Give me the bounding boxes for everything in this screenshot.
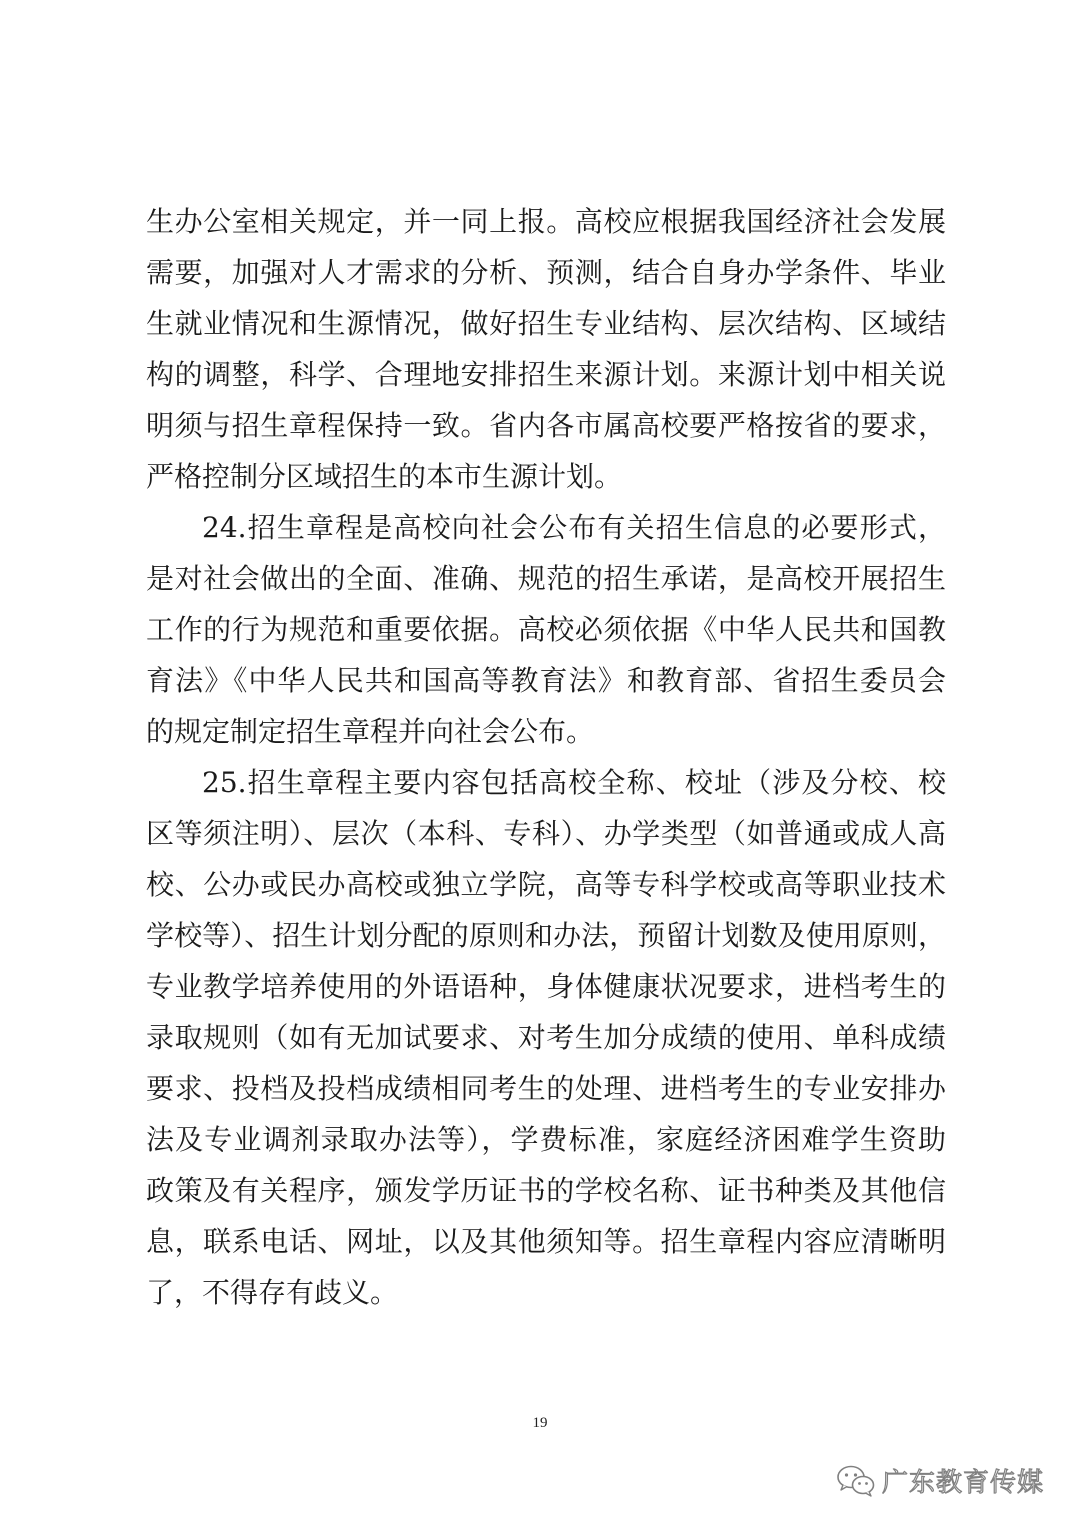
text-line: 校、公办或民办高校或独立学院，高等专科学校或高等职业技术 (146, 868, 946, 901)
text-line: 需要，加强对人才需求的分析、预测，结合自身办学条件、毕业 (146, 256, 946, 289)
body-text (146, 196, 946, 1318)
wechat-icon (836, 1464, 876, 1498)
paragraph-25 (146, 757, 946, 1318)
text-line: 区等须注明）、层次（本科、专科）、办学类型（如普通或成人高 (146, 817, 946, 850)
text-line: 明须与招生章程保持一致。省内各市属高校要严格按省的要求， (146, 409, 946, 442)
watermark-text: 广东教育传媒 (881, 1468, 1044, 1498)
text-line: 生就业情况和生源情况，做好招生专业结构、层次结构、区域结 (146, 307, 946, 340)
text-line: 25.招生章程主要内容包括高校全称、校址（涉及分校、校 (202, 766, 946, 799)
watermark (836, 1462, 1044, 1499)
text-line: 工作的行为规范和重要依据。高校必须依据《中华人民共和国教 (146, 613, 946, 646)
text-line: 育法》《中华人民共和国高等教育法》和教育部、省招生委员会 (146, 664, 946, 697)
text-line: 24.招生章程是高校向社会公布有关招生信息的必要形式， (202, 511, 946, 544)
text-line: 政策及有关程序，颁发学历证书的学校名称、证书种类及其他信 (146, 1174, 946, 1207)
paragraph-24 (146, 502, 946, 757)
page-number: 19 (532, 1415, 548, 1431)
text-line: 严格控制分区域招生的本市生源计划。 (146, 460, 623, 493)
text-line: 了，不得存有歧义。 (146, 1276, 399, 1309)
text-line: 要求、投档及投档成绩相同考生的处理、进档考生的专业安排办 (146, 1072, 946, 1105)
text-line: 学校等）、招生计划分配的原则和办法，预留计划数及使用原则， (146, 919, 946, 952)
text-line: 的规定制定招生章程并向社会公布。 (146, 715, 595, 748)
text-line: 构的调整，科学、合理地安排招生来源计划。来源计划中相关说 (146, 358, 946, 391)
text-line: 息，联系电话、网址，以及其他须知等。招生章程内容应清晰明 (146, 1225, 946, 1258)
text-line: 法及专业调剂录取办法等），学费标准，家庭经济困难学生资助 (146, 1123, 946, 1156)
paragraph-1 (146, 196, 946, 502)
text-line: 是对社会做出的全面、准确、规范的招生承诺，是高校开展招生 (146, 562, 946, 595)
text-line: 生办公室相关规定，并一同上报。高校应根据我国经济社会发展 (146, 205, 946, 238)
text-line: 录取规则（如有无加试要求、对考生加分成绩的使用、单科成绩 (146, 1021, 946, 1054)
text-line: 专业教学培养使用的外语语种，身体健康状况要求，进档考生的 (146, 970, 946, 1003)
